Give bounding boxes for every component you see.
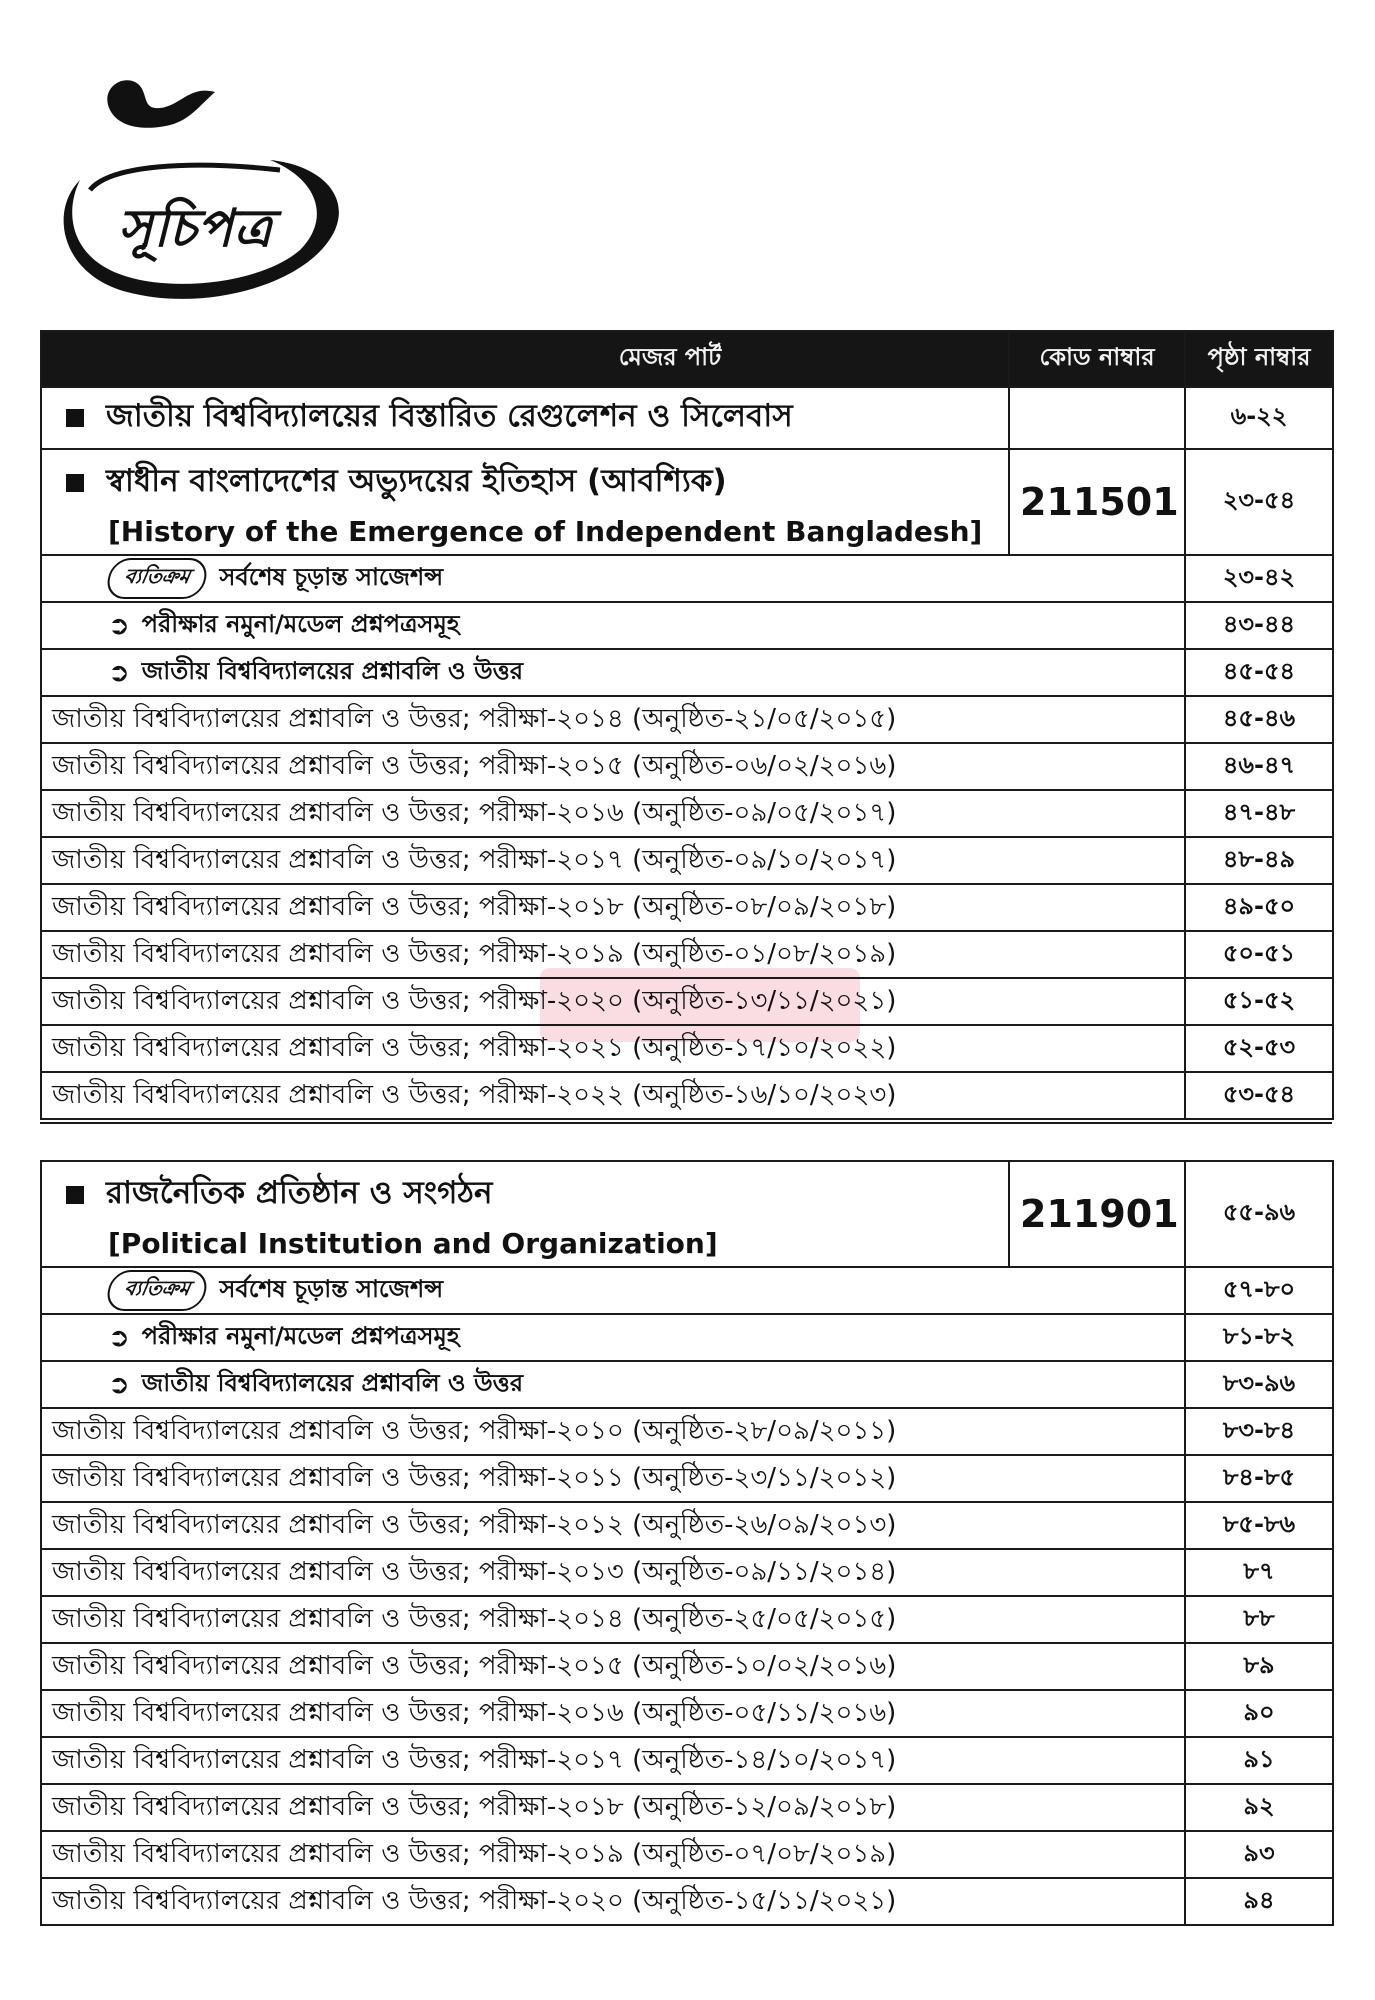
item-pages: ৮৪-৮৫ <box>1185 1455 1333 1502</box>
table-row[interactable] <box>41 1549 1333 1596</box>
item-pages: ৯৩ <box>1185 1831 1333 1878</box>
table-header <box>41 331 1333 387</box>
sub-pages: ৪৩-৪৪ <box>1185 602 1333 649</box>
table-row[interactable] <box>41 743 1333 790</box>
section-pages: ২৩-৫৪ <box>1185 449 1333 555</box>
item-label: জাতীয় বিশ্ববিদ্যালয়ের প্রশ্নাবলি ও উত্তর; পরীক্ষা-২০১২ (অনুষ্ঠিত-২৬/০৯/২০১৩) <box>41 1502 1185 1549</box>
item-pages: ৮৮ <box>1185 1596 1333 1643</box>
sub-label: সর্বশেষ চূড়ান্ত সাজেশন্স <box>219 1274 444 1303</box>
contents-table-1 <box>40 330 1334 1120</box>
table-row[interactable] <box>41 1831 1333 1878</box>
table-row[interactable] <box>41 790 1333 837</box>
item-label: জাতীয় বিশ্ববিদ্যালয়ের প্রশ্নাবলি ও উত্তর; পরীক্ষা-২০১৮ (অনুষ্ঠিত-১২/০৯/২০১৮) <box>41 1784 1185 1831</box>
item-label: জাতীয় বিশ্ববিদ্যালয়ের প্রশ্নাবলি ও উত্তর; পরীক্ষা-২০১৭ (অনুষ্ঠিত-১৪/১০/২০১৭) <box>41 1737 1185 1784</box>
table-row[interactable] <box>41 696 1333 743</box>
arrow-bullet-icon: ➲ <box>108 610 130 641</box>
sub-row[interactable] <box>41 1314 1333 1361</box>
item-pages: ৮৩-৮৪ <box>1185 1408 1333 1455</box>
item-pages: ৯০ <box>1185 1690 1333 1737</box>
table-row[interactable] <box>41 884 1333 931</box>
table-row[interactable] <box>41 1455 1333 1502</box>
sub-row[interactable] <box>41 555 1333 602</box>
table-row[interactable] <box>41 1643 1333 1690</box>
item-label: জাতীয় বিশ্ববিদ্যালয়ের প্রশ্নাবলি ও উত্তর; পরীক্ষা-২০১৪ (অনুষ্ঠিত-২১/০৫/২০১৫) <box>41 696 1185 743</box>
arrow-bullet-icon: ➲ <box>108 657 130 688</box>
item-pages: ৯১ <box>1185 1737 1333 1784</box>
square-bullet-icon <box>66 409 84 427</box>
sub-label: জাতীয় বিশ্ববিদ্যালয়ের প্রশ্নাবলি ও উত্তর <box>141 1368 524 1397</box>
table-row[interactable] <box>41 931 1333 978</box>
sub-label: জাতীয় বিশ্ববিদ্যালয়ের প্রশ্নাবলি ও উত্তর <box>141 656 524 685</box>
badge-exception: ব্যতিক্রম <box>104 1270 209 1311</box>
item-label: জাতীয় বিশ্ববিদ্যালয়ের প্রশ্নাবলি ও উত্তর; পরীক্ষা-২০১৬ (অনুষ্ঠিত-০৫/১১/২০১৬) <box>41 1690 1185 1737</box>
arrow-bullet-icon: ➲ <box>108 1369 130 1400</box>
section-regulation-row[interactable] <box>41 387 1333 449</box>
table-row[interactable] <box>41 1690 1333 1737</box>
table-row[interactable] <box>41 978 1333 1025</box>
section-political-row[interactable] <box>41 1161 1333 1267</box>
contents-table-2 <box>40 1160 1334 1926</box>
square-bullet-icon <box>66 474 84 492</box>
item-label: জাতীয় বিশ্ববিদ্যালয়ের প্রশ্নাবলি ও উত্তর; পরীক্ষা-২০১৯ (অনুষ্ঠিত-০১/০৮/২০১৯) <box>41 931 1185 978</box>
item-pages: ৮৭ <box>1185 1549 1333 1596</box>
table-row[interactable] <box>41 1878 1333 1925</box>
section-code: 211901 <box>1009 1161 1185 1267</box>
sub-row[interactable] <box>41 649 1333 696</box>
sub-pages: ৫৭-৮০ <box>1185 1267 1333 1314</box>
table-row[interactable] <box>41 1408 1333 1455</box>
header-major-part: মেজর পার্ট <box>41 331 1009 387</box>
sub-label: পরীক্ষার নমুনা/মডেল প্রশ্নপত্রসমূহ <box>141 1321 460 1350</box>
sub-row[interactable] <box>41 1361 1333 1408</box>
item-label: জাতীয় বিশ্ববিদ্যালয়ের প্রশ্নাবলি ও উত্তর; পরীক্ষা-২০১৭ (অনুষ্ঠিত-০৯/১০/২০১৭) <box>41 837 1185 884</box>
sub-label: পরীক্ষার নমুনা/মডেল প্রশ্নপত্রসমূহ <box>141 609 460 638</box>
section-title-bn: রাজনৈতিক প্রতিষ্ঠান ও সংগঠন <box>106 1174 493 1211</box>
table-row[interactable] <box>41 1784 1333 1831</box>
item-label: জাতীয় বিশ্ববিদ্যালয়ের প্রশ্নাবলি ও উত্তর; পরীক্ষা-২০১০ (অনুষ্ঠিত-২৮/০৯/২০১১) <box>41 1408 1185 1455</box>
item-label: জাতীয় বিশ্ববিদ্যালয়ের প্রশ্নাবলি ও উত্তর; পরীক্ষা-২০২২ (অনুষ্ঠিত-১৬/১০/২০২৩) <box>41 1072 1185 1119</box>
item-pages: ৪৯-৫০ <box>1185 884 1333 931</box>
item-label: জাতীয় বিশ্ববিদ্যালয়ের প্রশ্নাবলি ও উত্তর; পরীক্ষা-২০১৬ (অনুষ্ঠিত-০৯/০৫/২০১৭) <box>41 790 1185 837</box>
item-pages: ৯২ <box>1185 1784 1333 1831</box>
table-row[interactable] <box>41 1025 1333 1072</box>
item-label: জাতীয় বিশ্ববিদ্যালয়ের প্রশ্নাবলি ও উত্তর; পরীক্ষা-২০১৯ (অনুষ্ঠিত-০৭/০৮/২০১৯) <box>41 1831 1185 1878</box>
item-pages: ৫১-৫২ <box>1185 978 1333 1025</box>
section-code <box>1009 387 1185 449</box>
item-label: জাতীয় বিশ্ববিদ্যালয়ের প্রশ্নাবলি ও উত্তর; পরীক্ষা-২০২০ (অনুষ্ঠিত-১৩/১১/২০২১) <box>41 978 1185 1025</box>
item-label: জাতীয় বিশ্ববিদ্যালয়ের প্রশ্নাবলি ও উত্তর; পরীক্ষা-২০২০ (অনুষ্ঠিত-১৫/১১/২০২১) <box>41 1878 1185 1925</box>
divider <box>40 1122 1332 1124</box>
table-row[interactable] <box>41 1737 1333 1784</box>
item-pages: ৪৭-৪৮ <box>1185 790 1333 837</box>
section-title-en: [History of the Emergence of Independent Bangladesh] <box>108 514 983 548</box>
section-title-bn: স্বাধীন বাংলাদেশের অভ্যুদয়ের ইতিহাস (আবশ্যিক) <box>106 462 727 499</box>
section-title-en: [Political Institution and Organization] <box>108 1226 718 1260</box>
item-label: জাতীয় বিশ্ববিদ্যালয়ের প্রশ্নাবলি ও উত্তর; পরীক্ষা-২০১৫ (অনুষ্ঠিত-০৬/০২/২০১৬) <box>41 743 1185 790</box>
item-pages: ৫৩-৫৪ <box>1185 1072 1333 1119</box>
section-pages: ৬-২২ <box>1185 387 1333 449</box>
header-code-number: কোড নাম্বার <box>1009 331 1185 387</box>
item-label: জাতীয় বিশ্ববিদ্যালয়ের প্রশ্নাবলি ও উত্তর; পরীক্ষা-২০১৫ (অনুষ্ঠিত-১০/০২/২০১৬) <box>41 1643 1185 1690</box>
item-label: জাতীয় বিশ্ববিদ্যালয়ের প্রশ্নাবলি ও উত্তর; পরীক্ষা-২০১৪ (অনুষ্ঠিত-২৫/০৫/২০১৫) <box>41 1596 1185 1643</box>
item-pages: ৪৮-৪৯ <box>1185 837 1333 884</box>
sub-pages: ৮১-৮২ <box>1185 1314 1333 1361</box>
item-pages: ৪৫-৪৬ <box>1185 696 1333 743</box>
sub-pages: ৪৫-৫৪ <box>1185 649 1333 696</box>
section-title: জাতীয় বিশ্ববিদ্যালয়ের বিস্তারিত রেগুলেশন ও সিলেবাস <box>106 398 793 434</box>
item-pages: ৪৬-৪৭ <box>1185 743 1333 790</box>
section-pages: ৫৫-৯৬ <box>1185 1161 1333 1267</box>
item-pages: ৮৯ <box>1185 1643 1333 1690</box>
item-pages: ৫২-৫৩ <box>1185 1025 1333 1072</box>
badge-exception: ব্যতিক্রম <box>104 558 209 599</box>
item-pages: ৫০-৫১ <box>1185 931 1333 978</box>
header-page-number: পৃষ্ঠা নাম্বার <box>1185 331 1333 387</box>
sub-row[interactable] <box>41 1267 1333 1314</box>
table-row[interactable] <box>41 1072 1333 1119</box>
item-label: জাতীয় বিশ্ববিদ্যালয়ের প্রশ্নাবলি ও উত্তর; পরীক্ষা-২০১৩ (অনুষ্ঠিত-০৯/১১/২০১৪) <box>41 1549 1185 1596</box>
item-label: জাতীয় বিশ্ববিদ্যালয়ের প্রশ্নাবলি ও উত্তর; পরীক্ষা-২০১১ (অনুষ্ঠিত-২৩/১১/২০১২) <box>41 1455 1185 1502</box>
item-pages: ৯৪ <box>1185 1878 1333 1925</box>
section-code: 211501 <box>1009 449 1185 555</box>
table-row[interactable] <box>41 837 1333 884</box>
square-bullet-icon <box>66 1186 84 1204</box>
sub-label: সর্বশেষ চূড়ান্ত সাজেশন্স <box>219 562 444 591</box>
sub-row[interactable] <box>41 602 1333 649</box>
contents-title: সূচিপত্র <box>118 198 273 259</box>
item-label: জাতীয় বিশ্ববিদ্যালয়ের প্রশ্নাবলি ও উত্তর; পরীক্ষা-২০১৮ (অনুষ্ঠিত-০৮/০৯/২০১৮) <box>41 884 1185 931</box>
item-label: জাতীয় বিশ্ববিদ্যালয়ের প্রশ্নাবলি ও উত্তর; পরীক্ষা-২০২১ (অনুষ্ঠিত-১৭/১০/২০২২) <box>41 1025 1185 1072</box>
sub-pages: ৮৩-৯৬ <box>1185 1361 1333 1408</box>
table-row[interactable] <box>41 1596 1333 1643</box>
sub-pages: ২৩-৪২ <box>1185 555 1333 602</box>
table-row[interactable] <box>41 1502 1333 1549</box>
section-history-row[interactable] <box>41 449 1333 555</box>
item-pages: ৮৫-৮৬ <box>1185 1502 1333 1549</box>
arrow-bullet-icon: ➲ <box>108 1322 130 1353</box>
